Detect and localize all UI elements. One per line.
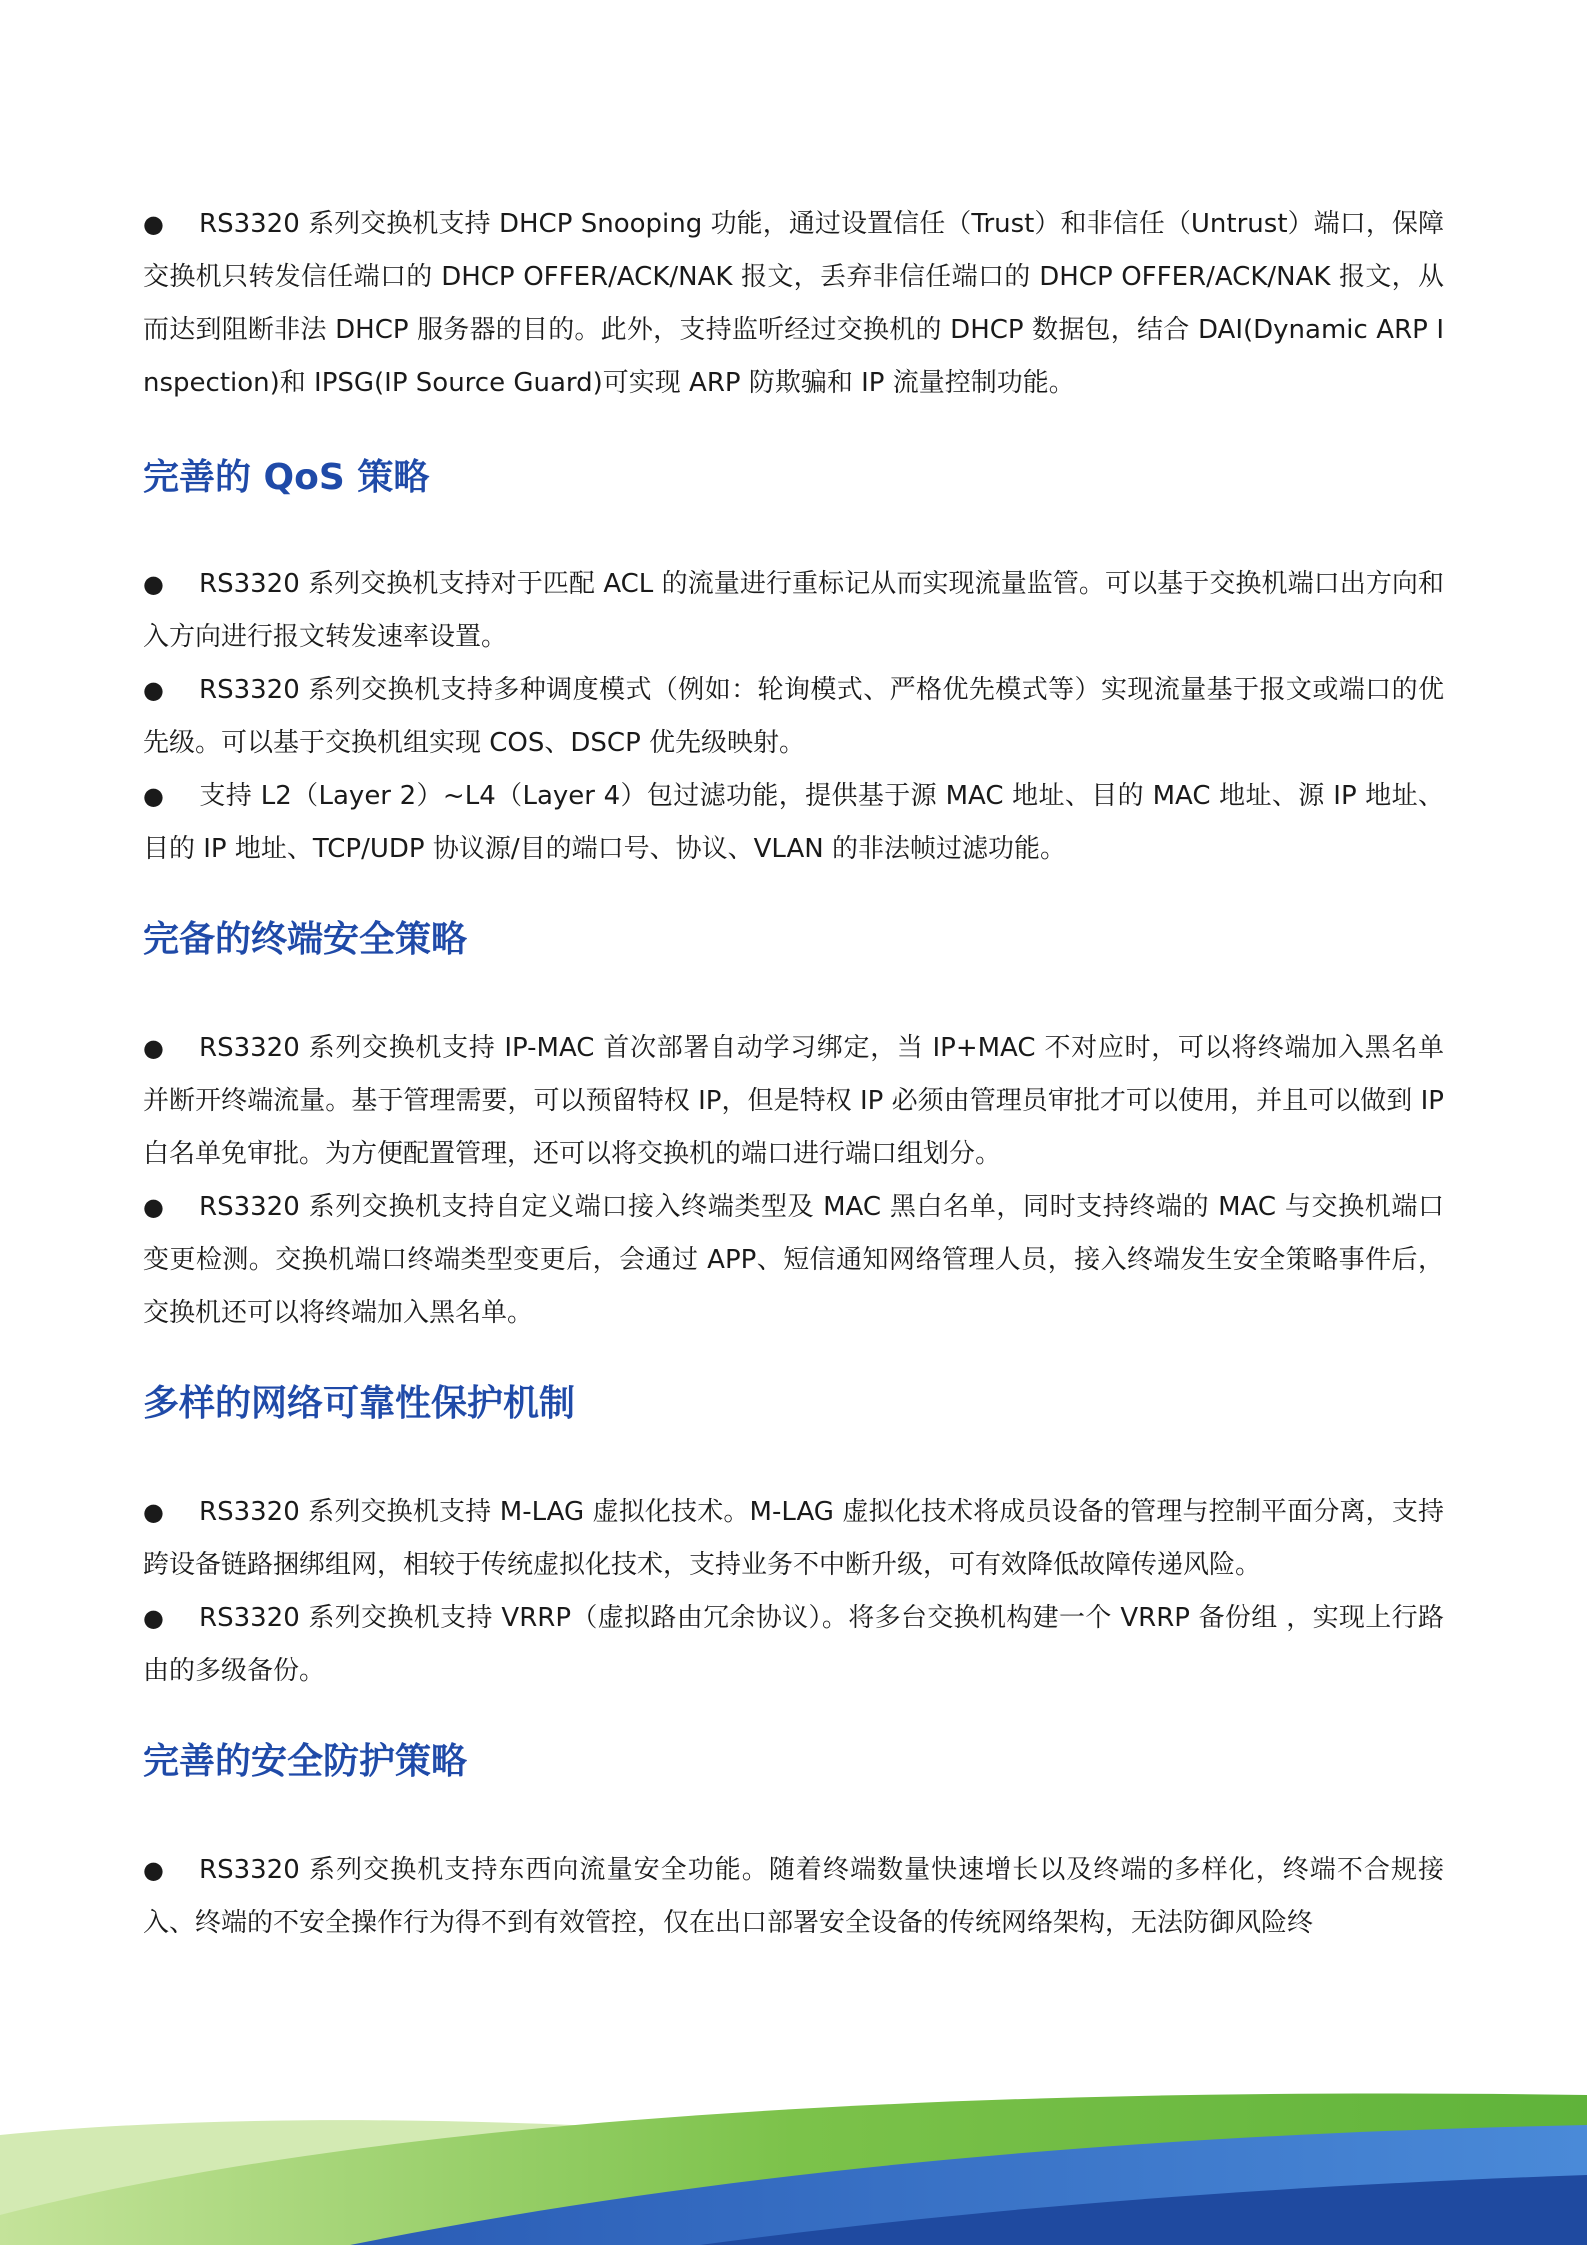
paragraph-text: RS3320 系列交换机支持对于匹配 ACL 的流量进行重标记从而实现流量监管。可以基于交换机端口出方向和入方向进行报文转发速率设置。 xyxy=(143,569,1444,652)
bullet-paragraph xyxy=(143,198,1444,410)
bullet-paragraph xyxy=(143,1844,1444,1950)
bullet-paragraph xyxy=(143,770,1444,876)
paragraph-text: RS3320 系列交换机支持多种调度模式（例如：轮询模式、严格优先模式等）实现流量基于报文或端口的优先级。可以基于交换机组实现 COS、DSCP 优先级映射。 xyxy=(143,675,1444,758)
document-body xyxy=(143,198,1444,1950)
paragraph-text: RS3320 系列交换机支持 IP-MAC 首次部署自动学习绑定，当 IP+MAC 不对应时，可以将终端加入黑名单并断开终端流量。基于管理需要，可以预留特权 IP，但是特权 IP 必须由管理员审批才可以使用，并且可以做到 IP 白名单免审批。为方便配置管理，还可以将交换机的端口进行端口组划分。 xyxy=(143,1033,1444,1169)
footer-wave-decoration xyxy=(0,2065,1587,2245)
section-heading-reliability: 多样的网络可靠性保护机制 xyxy=(143,1383,576,1424)
paragraph-text: RS3320 系列交换机支持 VRRP（虚拟路由冗余协议）。将多台交换机构建一个 VRRP 备份组 ，实现上行路由的多级备份。 xyxy=(143,1603,1444,1686)
paragraph-text: RS3320 系列交换机支持自定义端口接入终端类型及 MAC 黑白名单，同时支持终端的 MAC 与交换机端口变更检测。交换机端口终端类型变更后，会通过 APP、短信通知网络管理人员，接入终端发生安全策略事件后，交换机还可以将终端加入黑名单。 xyxy=(143,1192,1444,1328)
paragraph-text: RS3320 系列交换机支持 M-LAG 虚拟化技术。M-LAG 虚拟化技术将成员设备的管理与控制平面分离，支持跨设备链路捆绑组网，相较于传统虚拟化技术，支持业务不中断升级，可有效降低故障传递风险。 xyxy=(143,1497,1444,1580)
bullet-paragraph xyxy=(143,558,1444,664)
bullet-icon: ● xyxy=(143,782,164,810)
bullet-paragraph xyxy=(143,664,1444,770)
bullet-paragraph xyxy=(143,1486,1444,1592)
paragraph-text: RS3320 系列交换机支持东西向流量安全功能。随着终端数量快速增长以及终端的多样化，终端不合规接入、终端的不安全操作行为得不到有效管控，仅在出口部署安全设备的传统网络架构，无法防御风险终 xyxy=(143,1855,1444,1938)
bullet-icon: ● xyxy=(143,676,164,704)
bullet-icon: ● xyxy=(143,1498,164,1526)
section-heading-terminal-security: 完备的终端安全策略 xyxy=(143,919,468,960)
bullet-icon: ● xyxy=(143,1034,164,1062)
bullet-icon: ● xyxy=(143,1604,164,1632)
bullet-paragraph xyxy=(143,1022,1444,1181)
paragraph-text: RS3320 系列交换机支持 DHCP Snooping 功能，通过设置信任（Trust）和非信任（Untrust）端口，保障交换机只转发信任端口的 DHCP OFFER/ACK/NAK 报文，丢弃非信任端口的 DHCP OFFER/ACK/NAK 报文，从而达到阻断非法 DHCP 服务器的目的。此外，支持监听经过交换机的 DHCP 数据包，结合 DAI(Dynamic ARP Inspection)和 IPSG(IP Source Guard)可实现 ARP 防欺骗和 IP 流量控制功能。 xyxy=(143,209,1444,398)
paragraph-text: 支持 L2（Layer 2）~L4（Layer 4）包过滤功能，提供基于源 MAC 地址、目的 MAC 地址、源 IP 地址、目的 IP 地址、TCP/UDP 协议源/目的端口号、协议、VLAN 的非法帧过滤功能。 xyxy=(143,781,1444,864)
bullet-icon: ● xyxy=(143,570,164,598)
bullet-icon: ● xyxy=(143,1193,164,1221)
bullet-paragraph xyxy=(143,1592,1444,1698)
bullet-paragraph xyxy=(143,1181,1444,1340)
bullet-icon: ● xyxy=(143,1856,164,1884)
bullet-icon: ● xyxy=(143,210,164,238)
section-heading-security-protection: 完善的安全防护策略 xyxy=(143,1741,468,1782)
section-heading-qos: 完善的 QoS 策略 xyxy=(143,457,430,498)
